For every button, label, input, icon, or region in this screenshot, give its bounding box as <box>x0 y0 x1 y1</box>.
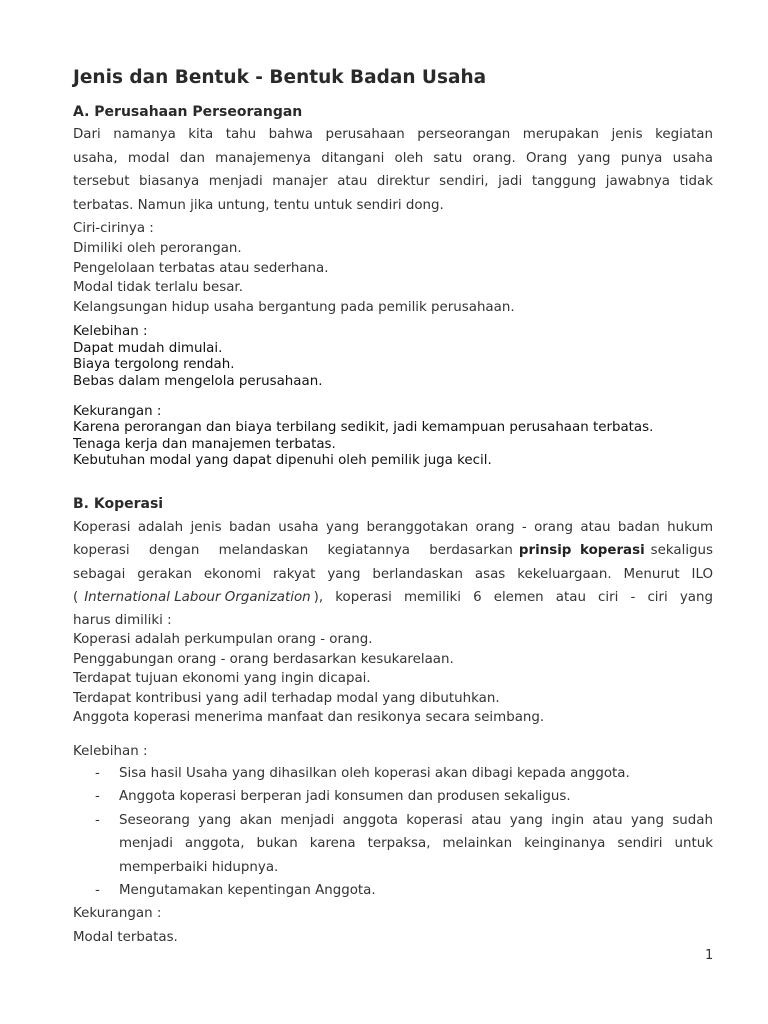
list-item: Bebas dalam mengelola perusahaan. <box>73 373 323 389</box>
ciri-label: Ciri-cirinya : <box>73 221 154 237</box>
list-item: Penggabungan orang - orang berdasarkan kesukarelaan. <box>73 651 454 667</box>
section-b-intro-line <box>73 586 713 610</box>
section-b-ciri <box>73 630 713 728</box>
intro-text: sekaligus <box>650 543 713 559</box>
document-body <box>73 66 713 950</box>
list-item: Modal tidak terlalu besar. <box>73 280 243 296</box>
section-a-ciri <box>73 219 713 317</box>
list-item <box>73 762 713 785</box>
document-title: Jenis dan Bentuk - Bentuk Badan Usaha <box>73 67 487 88</box>
list-item: Biaya tergolong rendah. <box>73 357 235 373</box>
list-item: Koperasi adalah perkumpulan orang - orang. <box>73 631 373 647</box>
ilo-name-emphasis: International Labour Organization <box>84 590 311 606</box>
section-b-intro <box>73 516 713 632</box>
section-b-intro-line: Koperasi adalah jenis badan usaha yang beranggotakan orang - orang atau badan hukum <box>73 519 713 535</box>
list-item: Kelangsungan hidup usaha bergantung pada pemilik perusahaan. <box>73 299 515 315</box>
section-a-kekurangan <box>73 404 713 470</box>
list-item: Kebutuhan modal yang dapat dipenuhi oleh pemilik juga kecil. <box>73 453 492 469</box>
list-item <box>73 809 713 879</box>
list-item: Terdapat kontribusi yang adil terhadap modal yang dibutuhkan. <box>73 690 500 706</box>
list-item: Modal terbatas. <box>73 929 178 945</box>
page-number: 1 <box>705 948 714 963</box>
list-item: Terdapat tujuan ekonomi yang ingin dicapai. <box>73 671 371 687</box>
dash-marker: - <box>95 882 100 898</box>
kekurangan-label: Kekurangan : <box>73 906 162 922</box>
section-a-heading: A. Perusahaan Perseorangan <box>73 104 303 120</box>
section-b-intro-line: harus dimiliki : <box>73 612 172 628</box>
kelebihan-label: Kelebihan : <box>73 324 148 340</box>
list-item-text: Anggota koperasi berperan jadi konsumen dan produsen sekaligus. <box>119 789 571 805</box>
section-b-heading: B. Koperasi <box>73 495 164 512</box>
list-item-text: Seseorang yang akan menjadi anggota koperasi atau yang ingin atau yang sudah menjadi anggota, bukan karena terpaksa, melainkan keinginanya sendiri untuk memperbaiki hidupnya. <box>119 812 713 875</box>
list-item <box>73 785 713 808</box>
section-b-intro-line <box>73 539 713 563</box>
kekurangan-label: Kekurangan : <box>73 403 162 419</box>
section-b-intro-line: sebagai gerakan ekonomi rakyat yang berlandaskan asas kekeluargaan. Menurut ILO <box>73 566 713 582</box>
dash-marker: - <box>95 765 100 781</box>
section-b-kelebihan-label: Kelebihan : <box>73 743 148 759</box>
prinsip-koperasi-emphasis: prinsip koperasi <box>518 543 645 559</box>
list-item <box>73 879 713 902</box>
section-a-intro <box>73 123 713 217</box>
section-b-kelebihan-list <box>73 762 713 902</box>
dash-marker: - <box>95 812 100 828</box>
list-item: Anggota koperasi menerima manfaat dan resikonya secara seimbang. <box>73 710 545 726</box>
section-a-intro-line: terbatas. Namun jika untung, tentu untuk sendiri dong. <box>73 197 444 213</box>
section-a-intro-line: tersebut biasanya menjadi manajer atau direktur sendiri, jadi tanggung jawabnya tidak <box>73 174 713 190</box>
section-a-kelebihan <box>73 324 713 390</box>
intro-text: koperasi dengan melandaskan kegiatannya berdasarkan <box>73 543 513 559</box>
dash-marker: - <box>95 789 100 805</box>
intro-text: ( <box>73 590 79 606</box>
list-item: Pengelolaan terbatas atau sederhana. <box>73 260 329 276</box>
section-a-intro-line: usaha, modal dan manajemenya ditangani oleh satu orang. Orang yang punya usaha <box>73 150 713 166</box>
section-b-kekurangan <box>73 902 713 949</box>
intro-text: ), koperasi memiliki 6 elemen atau ciri - ciri yang <box>313 590 713 606</box>
list-item: Dapat mudah dimulai. <box>73 340 223 356</box>
section-a-intro-line: Dari namanya kita tahu bahwa perusahaan perseorangan merupakan jenis kegiatan <box>73 127 713 142</box>
list-item-text: Mengutamakan kepentingan Anggota. <box>119 882 376 898</box>
list-item: Dimiliki oleh perorangan. <box>73 240 242 256</box>
list-item: Karena perorangan dan biaya terbilang sedikit, jadi kemampuan perusahaan terbatas. <box>73 420 654 436</box>
list-item: Tenaga kerja dan manajemen terbatas. <box>73 436 336 452</box>
list-item-text: Sisa hasil Usaha yang dihasilkan oleh koperasi akan dibagi kepada anggota. <box>119 765 630 781</box>
